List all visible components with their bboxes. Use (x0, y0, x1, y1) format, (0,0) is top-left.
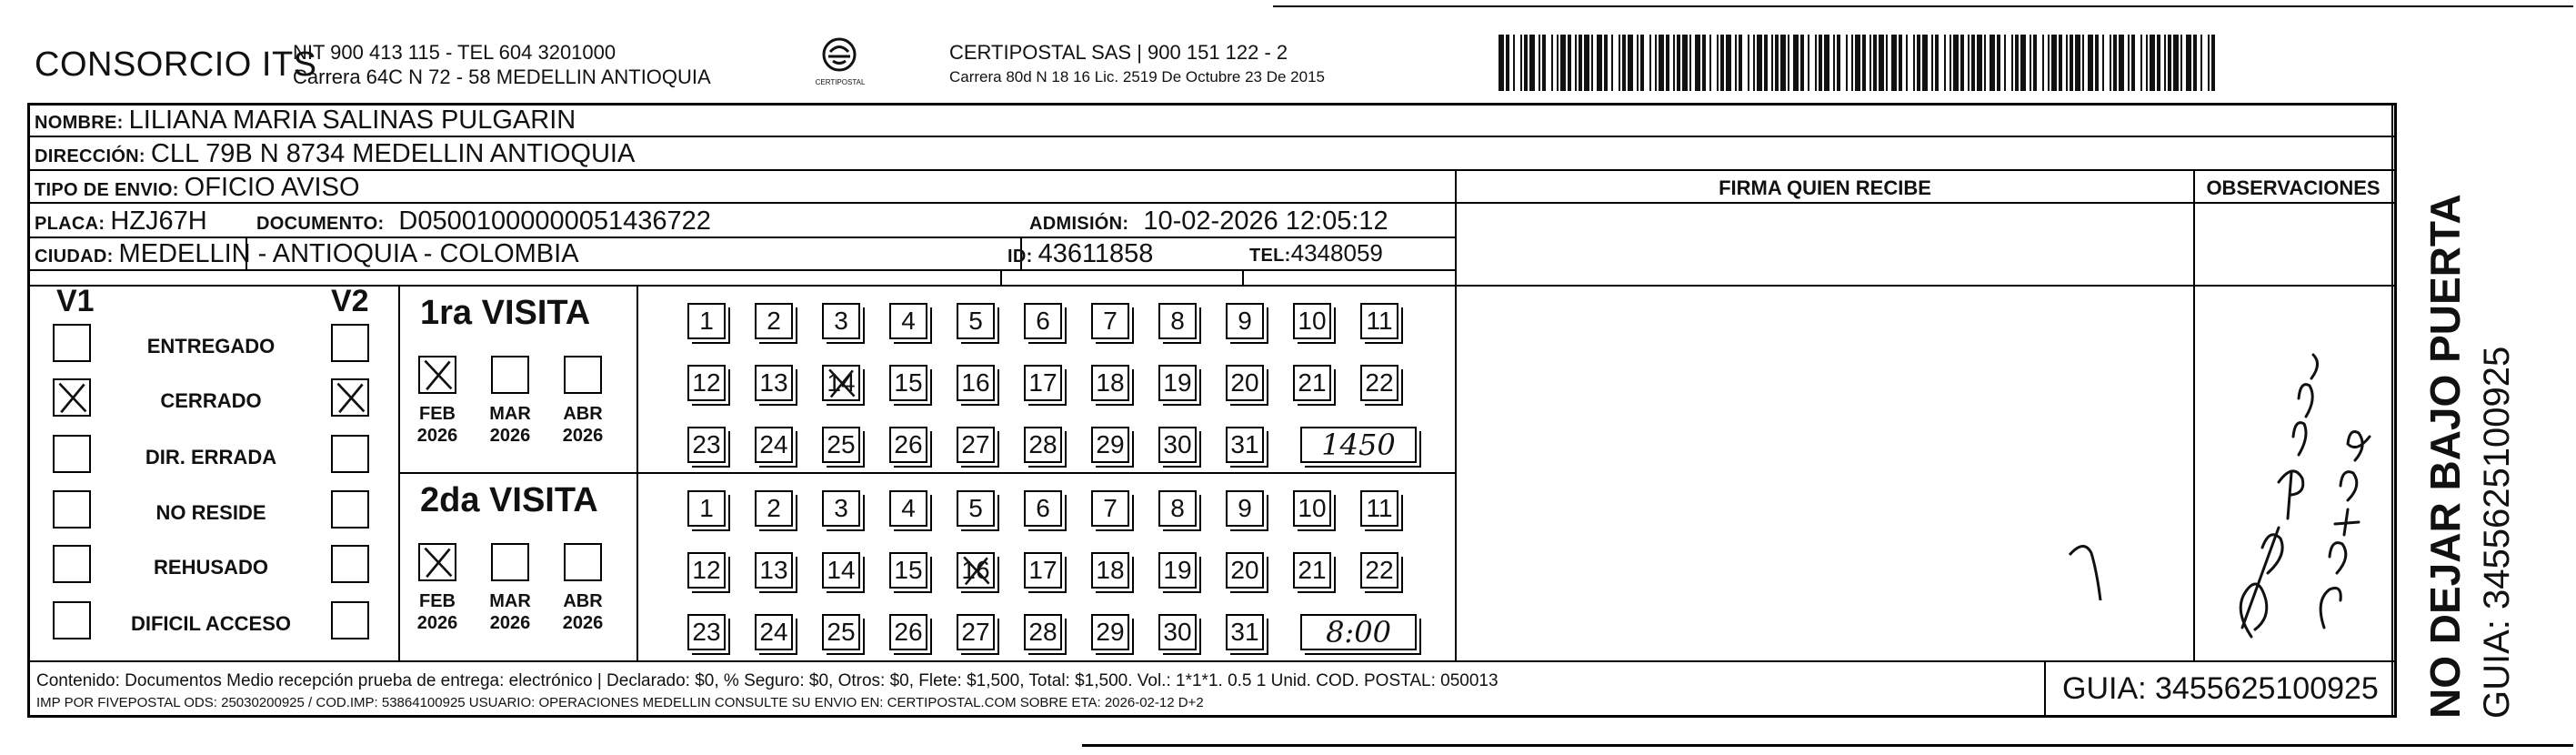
day-box[interactable]: 20 (1226, 552, 1264, 589)
visit-title: 2da VISITA (420, 481, 598, 519)
placa-row (35, 206, 207, 237)
rule (27, 237, 1455, 238)
tel-row (1249, 239, 1383, 267)
tipo-label: TIPO DE ENVIO: (35, 180, 179, 200)
v2-header: V2 (331, 284, 369, 318)
barcode-bar (2180, 35, 2182, 91)
nombre-label: NOMBRE: (35, 113, 124, 133)
day-box[interactable]: 27 (957, 614, 995, 650)
day-box[interactable]: 4 (889, 490, 927, 527)
status-label: NO RESIDE (155, 501, 266, 524)
barcode-bar (2128, 35, 2130, 91)
day-box[interactable]: 22 (1360, 365, 1398, 401)
direccion-label: DIRECCIÓN: (35, 146, 145, 166)
day-box[interactable]: 29 (1091, 427, 1129, 463)
status-label: DIR. ERRADA (145, 446, 277, 468)
barcode-bar (1953, 35, 1959, 91)
barcode-bar (1968, 35, 1970, 91)
v1-checkbox[interactable] (53, 601, 91, 639)
barcode-bar (1775, 35, 1779, 91)
barcode-bar (1539, 35, 1540, 91)
day-box[interactable]: 14 (822, 552, 860, 589)
tipo-value: OFICIO AVISO (184, 173, 360, 202)
day-box[interactable]: 21 (1293, 552, 1331, 589)
v2-checkbox[interactable] (331, 435, 369, 473)
check-x-icon (420, 357, 455, 392)
day-box[interactable]: 2 (755, 303, 793, 339)
barcode-bar (2146, 35, 2148, 91)
month-checkbox[interactable] (491, 543, 529, 581)
rule (2193, 169, 2195, 660)
barcode-bar (1597, 35, 1602, 91)
certipostal-line: CERTIPOSTAL SAS | 900 151 122 - 2 (949, 41, 1288, 64)
barcode-bar (1788, 35, 1789, 91)
month-year: 2026 (489, 613, 531, 633)
day-box[interactable]: 30 (1158, 614, 1197, 650)
barcode-bar (1628, 35, 1633, 91)
month-label (555, 403, 611, 447)
day-box[interactable]: 19 (1158, 365, 1197, 401)
barcode-bar (1506, 35, 1509, 91)
day-box[interactable]: 16 (957, 365, 995, 401)
id-value: 43611858 (1037, 239, 1154, 268)
company-name: CONSORCIO ITS (35, 45, 317, 84)
barcode-bar (1869, 35, 1871, 91)
barcode-bar (1891, 35, 1897, 91)
v1-checkbox[interactable] (53, 324, 91, 362)
day-box[interactable]: 14 (822, 365, 860, 401)
barcode-bar (2004, 35, 2006, 91)
barcode-bar (2208, 35, 2210, 91)
day-box[interactable]: 13 (755, 552, 793, 589)
admision-value: 10-02-2026 12:05:12 (1143, 206, 1388, 236)
barcode-bar (1709, 35, 1711, 91)
barcode-bar (1984, 35, 1986, 91)
certipostal-logo-icon (815, 35, 864, 84)
day-box[interactable]: 11 (1360, 303, 1398, 339)
day-box[interactable]: 3 (822, 490, 860, 527)
barcode-bar (2110, 35, 2111, 91)
footer-contenido: Contenido: Documentos Medio recepción prueba de entrega: electrónico | Declarado: $0, % Seguro: $0, Otros: $0, Flete: $1,500, Total: $1,500. Vol.: 1*1*1. 0.5 1 Unid. COD. POSTAL: 050013 (36, 671, 1498, 690)
barcode-bar (2082, 35, 2084, 91)
barcode-bar (1808, 35, 1809, 91)
rule (27, 660, 2397, 662)
month-checkbox[interactable] (564, 543, 602, 581)
barcode-bar (1855, 35, 1860, 91)
rule (1242, 269, 1244, 285)
barcode-bar (2113, 35, 2117, 91)
month-checkbox[interactable] (564, 356, 602, 394)
barcode-bar (1611, 35, 1613, 91)
barcode-bar (1879, 35, 1884, 91)
barcode (1498, 35, 2217, 91)
barcode-bar (2140, 35, 2142, 91)
barcode-bar (1568, 35, 1571, 91)
month-year: 2026 (416, 426, 458, 446)
id-row (1007, 239, 1153, 269)
month-name: FEB (419, 404, 456, 424)
certipostal-info (949, 40, 1325, 89)
barcode-bar (1720, 35, 1724, 91)
observaciones-handwriting (2215, 300, 2388, 655)
barcode-bar (2075, 35, 2080, 91)
barcode-bar (1873, 35, 1877, 91)
barcode-bar (1997, 35, 2000, 91)
v2-checkbox[interactable] (331, 545, 369, 583)
day-box[interactable]: 15 (889, 552, 927, 589)
barcode-bar (1649, 35, 1651, 91)
barcode-bar (1977, 35, 1982, 91)
barcode-bar (1917, 35, 1920, 91)
side-panel (2401, 100, 2573, 728)
barcode-bar (2131, 35, 2135, 91)
barcode-bar (1753, 35, 1755, 91)
status-label: ENTREGADO (146, 335, 276, 357)
barcode-bar (1717, 35, 1719, 91)
barcode-bar (1971, 35, 1975, 91)
day-box[interactable]: 28 (1024, 614, 1062, 650)
barcode-bar (1529, 35, 1535, 91)
documento-value: D05001000000051436722 (398, 206, 711, 236)
time-box[interactable]: 8:00 (1300, 614, 1417, 650)
barcode-bar (1579, 35, 1582, 91)
barcode-bar (1922, 35, 1928, 91)
barcode-bar (1886, 35, 1888, 91)
direccion-value: CLL 79B N 8734 MEDELLIN ANTIOQUIA (150, 139, 636, 168)
barcode-bar (2186, 35, 2191, 91)
barcode-bar (1682, 35, 1688, 91)
day-box[interactable]: 27 (957, 427, 995, 463)
barcode-bar (2030, 35, 2031, 91)
rule (27, 169, 2397, 171)
day-box[interactable]: 1 (687, 303, 726, 339)
day-box[interactable]: 26 (889, 427, 927, 463)
month-checkbox[interactable] (491, 356, 529, 394)
month-name: ABR (563, 591, 603, 611)
barcode-bar (2020, 35, 2026, 91)
company-nit (293, 40, 711, 89)
rule (398, 285, 400, 660)
barcode-bar (1793, 35, 1799, 91)
rule (2391, 103, 2393, 718)
barcode-bar (2168, 35, 2171, 91)
barcode-bar (1557, 35, 1559, 91)
month-name: ABR (563, 404, 603, 424)
v1-checkbox[interactable] (53, 490, 91, 528)
month-name: MAR (489, 404, 531, 424)
barcode-bar (2070, 35, 2073, 91)
status-label: REHUSADO (154, 556, 268, 579)
barcode-bar (2211, 35, 2215, 91)
day-box[interactable]: 3 (822, 303, 860, 339)
barcode-bar (1833, 35, 1835, 91)
barcode-bar (1637, 35, 1639, 91)
day-box[interactable]: 17 (1024, 365, 1062, 401)
day-box[interactable]: 15 (889, 365, 927, 401)
barcode-bar (1944, 35, 1946, 91)
day-box[interactable]: 8 (1158, 490, 1197, 527)
barcode-bar (2042, 35, 2044, 91)
barcode-bar (1757, 35, 1762, 91)
month-label (409, 590, 466, 634)
month-year: 2026 (416, 613, 458, 633)
status-label: DIFICIL ACCESO (130, 612, 291, 635)
nombre-row (35, 106, 576, 136)
documento-row (256, 206, 711, 237)
barcode-bar (1560, 35, 1566, 91)
day-box[interactable]: 4 (889, 303, 927, 339)
barcode-bar (1935, 35, 1939, 91)
day-box[interactable]: 19 (1158, 552, 1197, 589)
barcode-bar (2102, 35, 2104, 91)
barcode-bar (1735, 35, 1737, 91)
day-cross-mark-icon (958, 554, 993, 587)
day-box[interactable]: 30 (1158, 427, 1197, 463)
day-box[interactable]: 17 (1024, 552, 1062, 589)
barcode-bar (1498, 35, 1504, 91)
observaciones-header: OBSERVACIONES (2206, 176, 2381, 199)
barcode-bar (1960, 35, 1964, 91)
barcode-bar (1689, 35, 1691, 91)
day-box[interactable]: 6 (1024, 490, 1062, 527)
rule (636, 285, 638, 660)
barcode-bar (1659, 35, 1664, 91)
barcode-bar (1950, 35, 1951, 91)
day-box[interactable]: 31 (1226, 614, 1264, 650)
barcode-bar (2193, 35, 2197, 91)
barcode-bar (1591, 35, 1593, 91)
barcode-bar (2059, 35, 2062, 91)
day-box[interactable]: 9 (1226, 490, 1264, 527)
barcode-bar (2088, 35, 2093, 91)
v1-header: V1 (56, 284, 95, 318)
rule (1000, 269, 1002, 285)
day-box[interactable]: 24 (755, 427, 793, 463)
barcode-bar (1673, 35, 1675, 91)
rule (398, 472, 1455, 474)
day-box[interactable]: 7 (1091, 303, 1129, 339)
side-guia-text: GUIA: 3455625100925 (2477, 346, 2517, 719)
day-box[interactable]: 23 (687, 614, 726, 650)
barcode-bar (1824, 35, 1829, 91)
barcode-bar (2164, 35, 2166, 91)
barcode-bar (1931, 35, 1933, 91)
day-box[interactable]: 13 (755, 365, 793, 401)
barcode-bar (2095, 35, 2099, 91)
v1-checkbox[interactable] (53, 435, 91, 473)
barcode-bar (1764, 35, 1768, 91)
no-dejar-text: NO DEJAR BAJO PUERTA (2421, 194, 2469, 719)
day-box[interactable]: 10 (1293, 303, 1331, 339)
placa-value: HZJ67H (110, 206, 207, 236)
month-label (482, 590, 538, 634)
barcode-bar (2157, 35, 2160, 91)
check-x-icon (333, 380, 367, 415)
v2-checkbox[interactable] (331, 378, 369, 417)
rule (27, 285, 2397, 287)
barcode-bar (1542, 35, 1546, 91)
ciudad-label: CIUDAD: (35, 247, 114, 267)
barcode-bar (1800, 35, 1804, 91)
direccion-row (35, 139, 635, 169)
day-box[interactable]: 25 (822, 427, 860, 463)
barcode-bar (1851, 35, 1853, 91)
admision-row (1029, 206, 1388, 237)
rule (27, 269, 1455, 271)
barcode-bar (2173, 35, 2179, 91)
barcode-bar (1780, 35, 1786, 91)
day-box[interactable]: 5 (957, 490, 995, 527)
day-box[interactable]: 31 (1226, 427, 1264, 463)
barcode-bar (1990, 35, 1995, 91)
day-box[interactable]: 8 (1158, 303, 1197, 339)
bottom-rule (1082, 744, 2573, 747)
barcode-bar (2011, 35, 2013, 91)
barcode-bar (1584, 35, 1589, 91)
barcode-bar (2200, 35, 2202, 91)
logo-text: CERTIPOSTAL (815, 78, 866, 86)
month-name: MAR (489, 591, 531, 611)
day-box[interactable]: 10 (1293, 490, 1331, 527)
month-year: 2026 (562, 426, 604, 446)
barcode-bar (1604, 35, 1608, 91)
v1-checkbox[interactable] (53, 545, 91, 583)
barcode-bar (1846, 35, 1848, 91)
tel-label: TEL: (1249, 246, 1291, 266)
barcode-bar (1666, 35, 1669, 91)
day-box[interactable]: 18 (1091, 365, 1129, 401)
month-checkbox[interactable] (418, 543, 456, 581)
barcode-bar (2119, 35, 2124, 91)
day-box[interactable]: 29 (1091, 614, 1129, 650)
barcode-bar (1640, 35, 1644, 91)
nombre-value: LILIANA MARIA SALINAS PULGARIN (128, 106, 576, 135)
signature-mark (2064, 528, 2119, 609)
barcode-bar (1655, 35, 1657, 91)
rule (27, 136, 2397, 137)
day-cross-mark-icon (824, 367, 858, 399)
barcode-bar (1520, 35, 1522, 91)
id-label: ID: (1007, 247, 1033, 267)
day-box[interactable]: 6 (1024, 303, 1062, 339)
barcode-bar (1819, 35, 1822, 91)
barcode-bar (1677, 35, 1680, 91)
barcode-bar (1906, 35, 1908, 91)
day-box[interactable]: 18 (1091, 552, 1129, 589)
day-box[interactable]: 11 (1360, 490, 1398, 527)
month-label (482, 403, 538, 447)
day-box[interactable]: 1 (687, 490, 726, 527)
v1-checkbox[interactable] (53, 378, 91, 417)
barcode-bar (1551, 35, 1553, 91)
barcode-bar (2066, 35, 2068, 91)
documento-label: DOCUMENTO: (256, 214, 385, 234)
firma-header: FIRMA QUIEN RECIBE (1719, 176, 1931, 199)
barcode-bar (1771, 35, 1773, 91)
top-rule (1273, 5, 2573, 7)
day-box[interactable]: 16 (957, 552, 995, 589)
barcode-bar (2033, 35, 2037, 91)
status-label: CERRADO (160, 389, 262, 412)
day-box[interactable]: 2 (755, 490, 793, 527)
v2-checkbox[interactable] (331, 324, 369, 362)
barcode-bar (2015, 35, 2019, 91)
company-nit-line: NIT 900 413 115 - TEL 604 3201000 (293, 41, 616, 64)
day-box[interactable]: 24 (755, 614, 793, 650)
barcode-bar (2150, 35, 2155, 91)
barcode-bar (1575, 35, 1577, 91)
ciudad-value: MEDELLIN - ANTIOQUIA - COLOMBIA (118, 239, 579, 268)
day-box[interactable]: 5 (957, 303, 995, 339)
month-year: 2026 (562, 613, 604, 633)
month-checkbox[interactable] (418, 356, 456, 394)
month-label (555, 590, 611, 634)
barcode-bar (1702, 35, 1706, 91)
barcode-bar (1837, 35, 1840, 91)
time-box[interactable]: 1450 (1300, 427, 1417, 463)
barcode-bar (1726, 35, 1731, 91)
barcode-bar (1748, 35, 1749, 91)
month-label (409, 403, 466, 447)
guia-number: GUIA: 3455625100925 (2062, 671, 2379, 706)
barcode-bar (1815, 35, 1817, 91)
tel-value: 4348059 (1290, 239, 1383, 267)
check-x-icon (55, 380, 89, 415)
rule (1455, 169, 1457, 660)
month-year: 2026 (489, 426, 531, 446)
day-box[interactable]: 28 (1024, 427, 1062, 463)
day-box[interactable]: 7 (1091, 490, 1129, 527)
day-box[interactable]: 25 (822, 614, 860, 650)
tipo-row (35, 173, 360, 203)
v2-checkbox[interactable] (331, 601, 369, 639)
barcode-bar (1513, 35, 1515, 91)
day-box[interactable]: 12 (687, 365, 726, 401)
day-box[interactable]: 20 (1226, 365, 1264, 401)
month-name: FEB (419, 591, 456, 611)
day-box[interactable]: 23 (687, 427, 726, 463)
day-box[interactable]: 26 (889, 614, 927, 650)
ciudad-row (35, 239, 579, 269)
barcode-bar (1622, 35, 1626, 91)
barcode-bar (1862, 35, 1866, 91)
barcode-bar (1913, 35, 1915, 91)
placa-label: PLACA: (35, 214, 105, 234)
certipostal-address-line: Carrera 80d N 18 16 Lic. 2519 De Octubre 23 De 2015 (949, 68, 1325, 86)
day-box[interactable]: 9 (1226, 303, 1264, 339)
footer-impresion: IMP POR FIVEPOSTAL ODS: 25030200925 / COD.IMP: 53864100925 USUARIO: OPERACIONES MEDELLIN CONSULTE SU ENVIO EN: CERTIPOSTAL.COM SOBRE ETA: 2026-02-12 D+2 (36, 695, 1204, 710)
barcode-bar (1899, 35, 1902, 91)
barcode-bar (2048, 35, 2050, 91)
barcode-bar (1695, 35, 1700, 91)
company-address-line: Carrera 64C N 72 - 58 MEDELLIN ANTIOQUIA (293, 65, 711, 88)
check-x-icon (420, 545, 455, 579)
barcode-bar (1619, 35, 1620, 91)
barcode-bar (1524, 35, 1528, 91)
rule (27, 202, 2397, 204)
day-box[interactable]: 22 (1360, 552, 1398, 589)
visit-title: 1ra VISITA (420, 294, 591, 332)
v2-checkbox[interactable] (331, 490, 369, 528)
day-box[interactable]: 12 (687, 552, 726, 589)
barcode-bar (1739, 35, 1742, 91)
barcode-bar (2051, 35, 2057, 91)
admision-label: ADMISIÓN: (1029, 214, 1129, 234)
day-box[interactable]: 21 (1293, 365, 1331, 401)
